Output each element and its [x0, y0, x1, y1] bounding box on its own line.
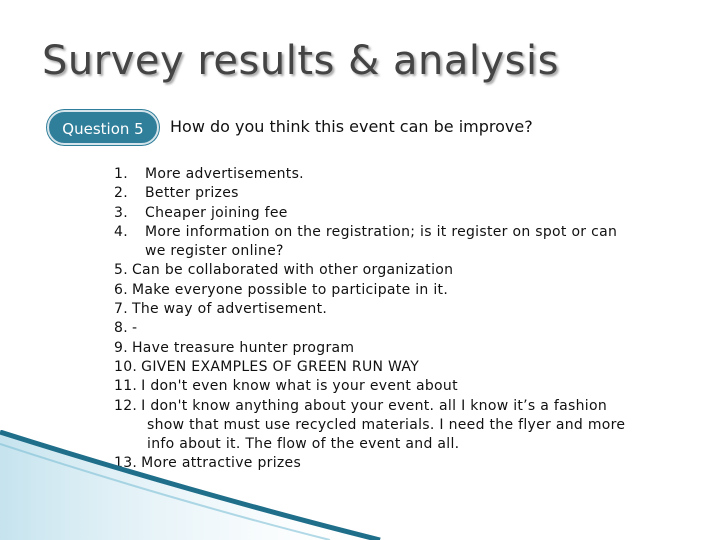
item-number: 7.	[114, 301, 128, 318]
decorative-swoosh	[0, 430, 720, 540]
item-number: 12.	[114, 397, 138, 414]
item-text: GIVEN EXAMPLES OF GREEN RUN WAY	[141, 358, 420, 375]
item-number: 2.	[114, 185, 128, 202]
item-number: 5.	[114, 262, 128, 279]
list-item	[114, 204, 634, 223]
question-text: How do you think this event can be improve?	[170, 117, 533, 136]
item-number: 13.	[114, 455, 138, 472]
item-number: 6.	[114, 281, 128, 298]
item-text: -	[131, 320, 138, 337]
list-item	[114, 339, 634, 358]
item-text: More information on the registration; is it register on spot or can we register online?	[145, 223, 618, 260]
list-item	[114, 281, 634, 300]
slide-title: Survey results & analysis	[42, 38, 559, 84]
list-item	[114, 300, 634, 319]
list-item	[114, 358, 634, 377]
list-item	[114, 377, 634, 396]
item-number: 1.	[114, 166, 128, 182]
item-number: 9.	[114, 339, 128, 356]
item-text: Cheaper joining fee	[145, 204, 288, 221]
list-item	[114, 165, 634, 184]
list-item	[114, 184, 634, 203]
item-text: Make everyone possible to participate in it.	[131, 281, 449, 298]
item-text: Can be collaborated with other organization	[131, 262, 454, 279]
answer-list	[114, 165, 634, 474]
list-item	[114, 261, 634, 280]
item-number: 8.	[114, 320, 128, 337]
list-item	[114, 223, 634, 262]
question-badge: Question 5	[47, 110, 159, 145]
list-item	[114, 319, 634, 338]
item-number: 11.	[114, 378, 138, 395]
item-text: I don't know anything about your event. all I know it’s a fashion show that must use recycled materials. I need the flyer and more info about it. The flow of the event and all.	[141, 397, 626, 453]
item-text: Have treasure hunter program	[131, 339, 355, 356]
item-text: More attractive prizes	[141, 455, 302, 472]
item-number: 10.	[114, 358, 138, 375]
item-number: 4.	[114, 223, 128, 240]
item-number: 3.	[114, 204, 128, 221]
item-text: The way of advertisement.	[131, 301, 328, 318]
item-text: More advertisements.	[145, 166, 304, 182]
item-text: I don't even know what is your event about	[141, 378, 458, 395]
item-text: Better prizes	[145, 185, 239, 202]
